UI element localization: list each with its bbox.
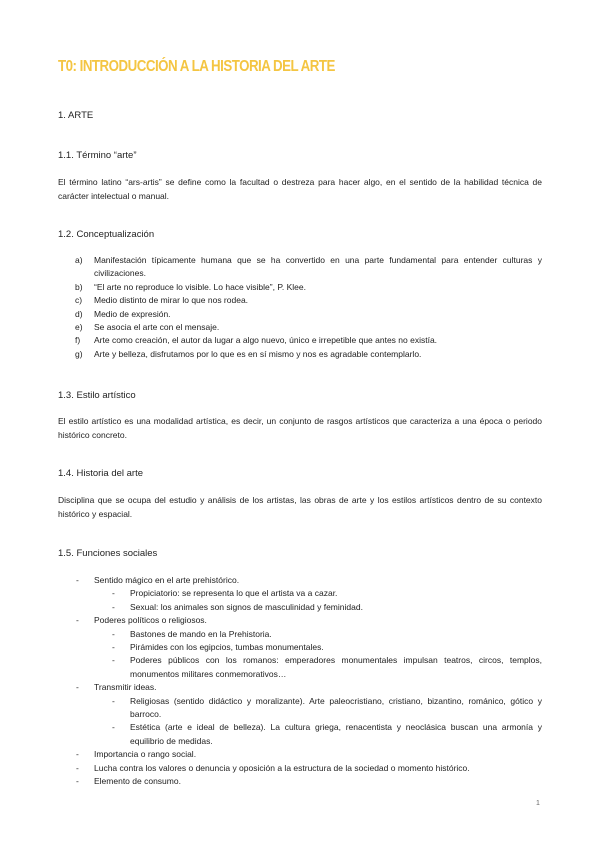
conceptualization-list bbox=[58, 254, 542, 361]
list-item-text: Elemento de consumo. bbox=[94, 776, 181, 787]
list-item-text: Manifestación típicamente humana que se ha convertido en una parte fundamental para entender culturas y civilizaciones. bbox=[94, 255, 542, 279]
paragraph-historia: Disciplina que se ocupa del estudio y análisis de los artistas, las obras de arte y los estilos artísticos dentro de su contexto histórico y espacial. bbox=[58, 495, 542, 519]
list-item-text: Importancia o rango social. bbox=[94, 749, 197, 760]
sub-list-item-text: Religiosas (sentido didáctico y moralizante). Arte paleocristiano, cristiano, bizantino, románico, gótico y barroco. bbox=[130, 695, 542, 720]
dash-marker: - bbox=[76, 749, 79, 760]
list-item bbox=[58, 681, 542, 748]
list-item bbox=[58, 775, 542, 788]
sub-list-item bbox=[94, 628, 542, 641]
document-title: T0: INTRODUCCIÓN A LA HISTORIA DEL ARTE bbox=[58, 58, 335, 75]
section-heading-arte: 1. ARTE bbox=[58, 110, 94, 121]
list-item bbox=[58, 321, 542, 334]
social-functions-list bbox=[58, 574, 542, 789]
list-marker: c) bbox=[75, 295, 83, 306]
dash-marker: - bbox=[76, 575, 79, 585]
dash-marker: - bbox=[112, 655, 115, 666]
dash-marker: - bbox=[112, 628, 115, 639]
sub-list-item bbox=[94, 721, 542, 748]
list-item bbox=[58, 748, 542, 761]
dash-marker: - bbox=[112, 601, 115, 612]
dash-marker: - bbox=[76, 762, 79, 773]
list-marker: e) bbox=[75, 322, 83, 333]
page-number: 1 bbox=[536, 800, 540, 807]
list-item-text: Arte como creación, el autor da lugar a algo nuevo, único e irrepetible que antes no existía. bbox=[94, 335, 438, 346]
sub-list-item-text: Propiciatorio: se representa lo que el artista va a cazar. bbox=[130, 588, 338, 599]
list-item-text: Arte y belleza, disfrutamos por lo que es en sí mismo y nos es agradable contemplarlo. bbox=[94, 348, 422, 359]
sub-list-item bbox=[94, 654, 542, 681]
sub-list-item-text: Pirámides con los egipcios, tumbas monumentales. bbox=[130, 642, 324, 653]
list-item-text: Poderes políticos o religiosos. bbox=[94, 615, 207, 626]
list-item-text: Medio de expresión. bbox=[94, 308, 171, 319]
sub-list-item-text: Sexual: los animales son signos de masculinidad y feminidad. bbox=[130, 601, 363, 612]
list-item bbox=[58, 348, 542, 361]
list-item bbox=[58, 614, 542, 681]
sub-list-item-text: Bastones de mando en la Prehistoria. bbox=[130, 628, 272, 639]
dash-marker: - bbox=[76, 776, 79, 787]
dash-marker: - bbox=[76, 615, 79, 626]
list-item bbox=[58, 574, 542, 614]
list-marker: a) bbox=[75, 255, 83, 265]
dash-marker: - bbox=[112, 588, 115, 599]
list-item bbox=[58, 308, 542, 321]
sub-list bbox=[94, 695, 542, 749]
sub-list bbox=[94, 587, 542, 614]
list-item-text: Se asocia el arte con el mensaje. bbox=[94, 322, 220, 333]
section-heading-termino: 1.1. Término “arte” bbox=[58, 150, 137, 161]
list-item bbox=[58, 254, 542, 281]
list-item-text: Transmitir ideas. bbox=[94, 682, 157, 693]
section-heading-historia: 1.4. Historia del arte bbox=[58, 468, 144, 479]
list-item-text: Medio distinto de mirar lo que nos rodea. bbox=[94, 295, 249, 306]
list-marker: f) bbox=[75, 335, 81, 346]
paragraph-estilo: El estilo artístico es una modalidad artística, es decir, un conjunto de rasgos artísticos que caracteriza a una época o periodo histórico concreto. bbox=[58, 416, 542, 440]
section-heading-estilo: 1.3. Estilo artístico bbox=[58, 390, 136, 401]
sub-list bbox=[94, 628, 542, 682]
sub-list-item-text: Estética (arte e ideal de belleza). La cultura griega, renacentista y neoclásica buscan una armonía y equilibrio de medidas. bbox=[130, 722, 542, 746]
list-item bbox=[58, 762, 542, 775]
paragraph-termino: El término latino “ars-artis” se define como la facultad o destreza para hacer algo, en el sentido de la habilidad técnica de carácter intelectual o manual. bbox=[58, 177, 542, 201]
list-item-text: “El arte no reproduce lo visible. Lo hace visible”, P. Klee. bbox=[94, 281, 306, 292]
sub-list-item bbox=[94, 587, 542, 600]
list-item bbox=[58, 281, 542, 294]
list-marker: g) bbox=[75, 348, 83, 359]
section-heading-funciones: 1.5. Funciones sociales bbox=[58, 548, 158, 559]
sub-list-item bbox=[94, 695, 542, 722]
list-item bbox=[58, 334, 542, 347]
sub-list-item bbox=[94, 601, 542, 614]
list-item-text: Sentido mágico en el arte prehistórico. bbox=[94, 575, 240, 585]
sub-list-item-text: Poderes públicos con los romanos: emperadores monumentales impulsan teatros, circos, templos, monumentos militares conmemorativos… bbox=[130, 655, 542, 679]
dash-marker: - bbox=[112, 642, 115, 653]
list-marker: d) bbox=[75, 308, 83, 319]
sub-list-item bbox=[94, 641, 542, 654]
list-marker: b) bbox=[75, 281, 83, 292]
list-item bbox=[58, 294, 542, 307]
dash-marker: - bbox=[112, 695, 115, 706]
dash-marker: - bbox=[76, 682, 79, 693]
list-item-text: Lucha contra los valores o denuncia y oposición a la estructura de la sociedad o momento histórico. bbox=[94, 762, 470, 773]
dash-marker: - bbox=[112, 722, 115, 733]
section-heading-conceptualizacion: 1.2. Conceptualización bbox=[58, 229, 155, 240]
